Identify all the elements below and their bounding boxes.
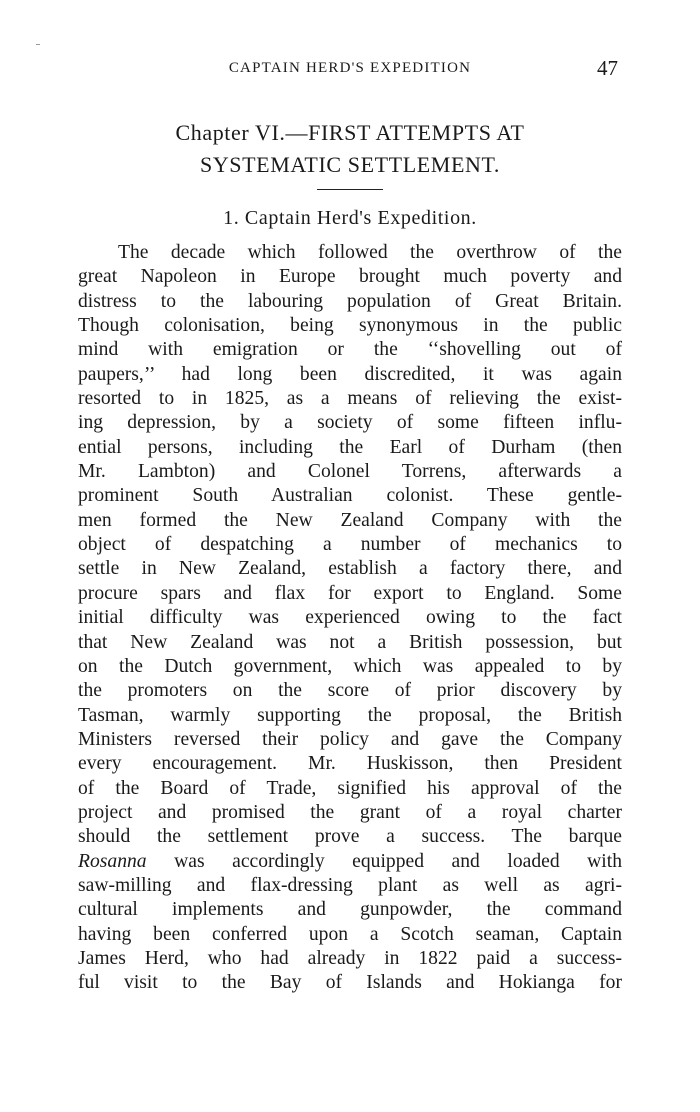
chapter-heading-line-2: SYSTEMATIC SETTLEMENT. <box>199 152 500 177</box>
chapter-heading <box>80 117 620 181</box>
running-head <box>0 58 700 82</box>
body-line: having been conferred upon a Scotch seaman, Captain <box>78 923 622 945</box>
chapter-heading-line-1: Chapter VI.—FIRST ATTEMPTS AT <box>175 120 525 145</box>
body-line: ing depression, by a society of some fifteen influ- <box>78 412 622 434</box>
running-title: CAPTAIN HERD'S EXPEDITION <box>228 60 472 76</box>
body-line: every encouragement. Mr. Huskisson, then President <box>78 753 622 775</box>
body-line: prominent South Australian colonist. These gentle- <box>78 485 622 507</box>
body-line: The decade which followed the overthrow of the <box>118 242 622 263</box>
body-paragraph <box>78 241 622 996</box>
body-line: resorted to in 1825, as a means of relieving the exist- <box>78 388 622 410</box>
body-line: the promoters on the score of prior discovery by <box>78 680 622 702</box>
body-line: Ministers reversed their policy and gave the Company <box>78 728 622 750</box>
scan-speck <box>36 44 40 45</box>
body-line: Tasman, warmly supporting the proposal, the British <box>78 704 622 726</box>
body-line: distress to the labouring population of Great Britain. <box>78 290 622 312</box>
heading-rule <box>317 189 383 190</box>
body-line: that New Zealand was not a British possession, but <box>78 631 622 653</box>
body-line: paupers,’’ had long been discredited, it was again <box>78 363 622 385</box>
body-line: should the settlement prove a success. The barque <box>78 826 622 848</box>
body-line: ential persons, including the Earl of Durham (then <box>78 436 622 458</box>
body-line: cultural implements and gunpowder, the command <box>78 899 622 921</box>
body-line: Though colonisation, being synonymous in the public <box>78 315 622 337</box>
body-line: on the Dutch government, which was appealed to by <box>78 655 622 677</box>
body-line: great Napoleon in Europe brought much poverty and <box>78 266 622 288</box>
body-line: Mr. Lambton) and Colonel Torrens, afterwards a <box>78 461 622 483</box>
body-line: Rosanna was accordingly equipped and loaded with <box>78 850 622 872</box>
body-line: project and promised the grant of a royal charter <box>78 801 622 823</box>
body-line: settle in New Zealand, establish a factory there, and <box>78 558 622 580</box>
body-line: of the Board of Trade, signified his approval of the <box>78 777 622 799</box>
body-line: ful visit to the Bay of Islands and Hokianga for <box>78 972 622 994</box>
body-line: object of despatching a number of mechanics to <box>78 534 622 556</box>
body-line: initial difficulty was experienced owing to the fact <box>78 607 622 629</box>
body-line: saw-milling and flax-dressing plant as well as agri- <box>78 874 622 896</box>
section-heading: 1. Captain Herd's Expedition. <box>223 207 477 229</box>
page-number: 47 <box>597 56 618 80</box>
body-line: James Herd, who had already in 1822 paid a success- <box>78 947 622 969</box>
body-line: men formed the New Zealand Company with the <box>78 509 622 531</box>
body-line: procure spars and flax for export to England. Some <box>78 582 622 604</box>
body-line: mind with emigration or the ‘‘shovelling out of <box>78 339 622 361</box>
